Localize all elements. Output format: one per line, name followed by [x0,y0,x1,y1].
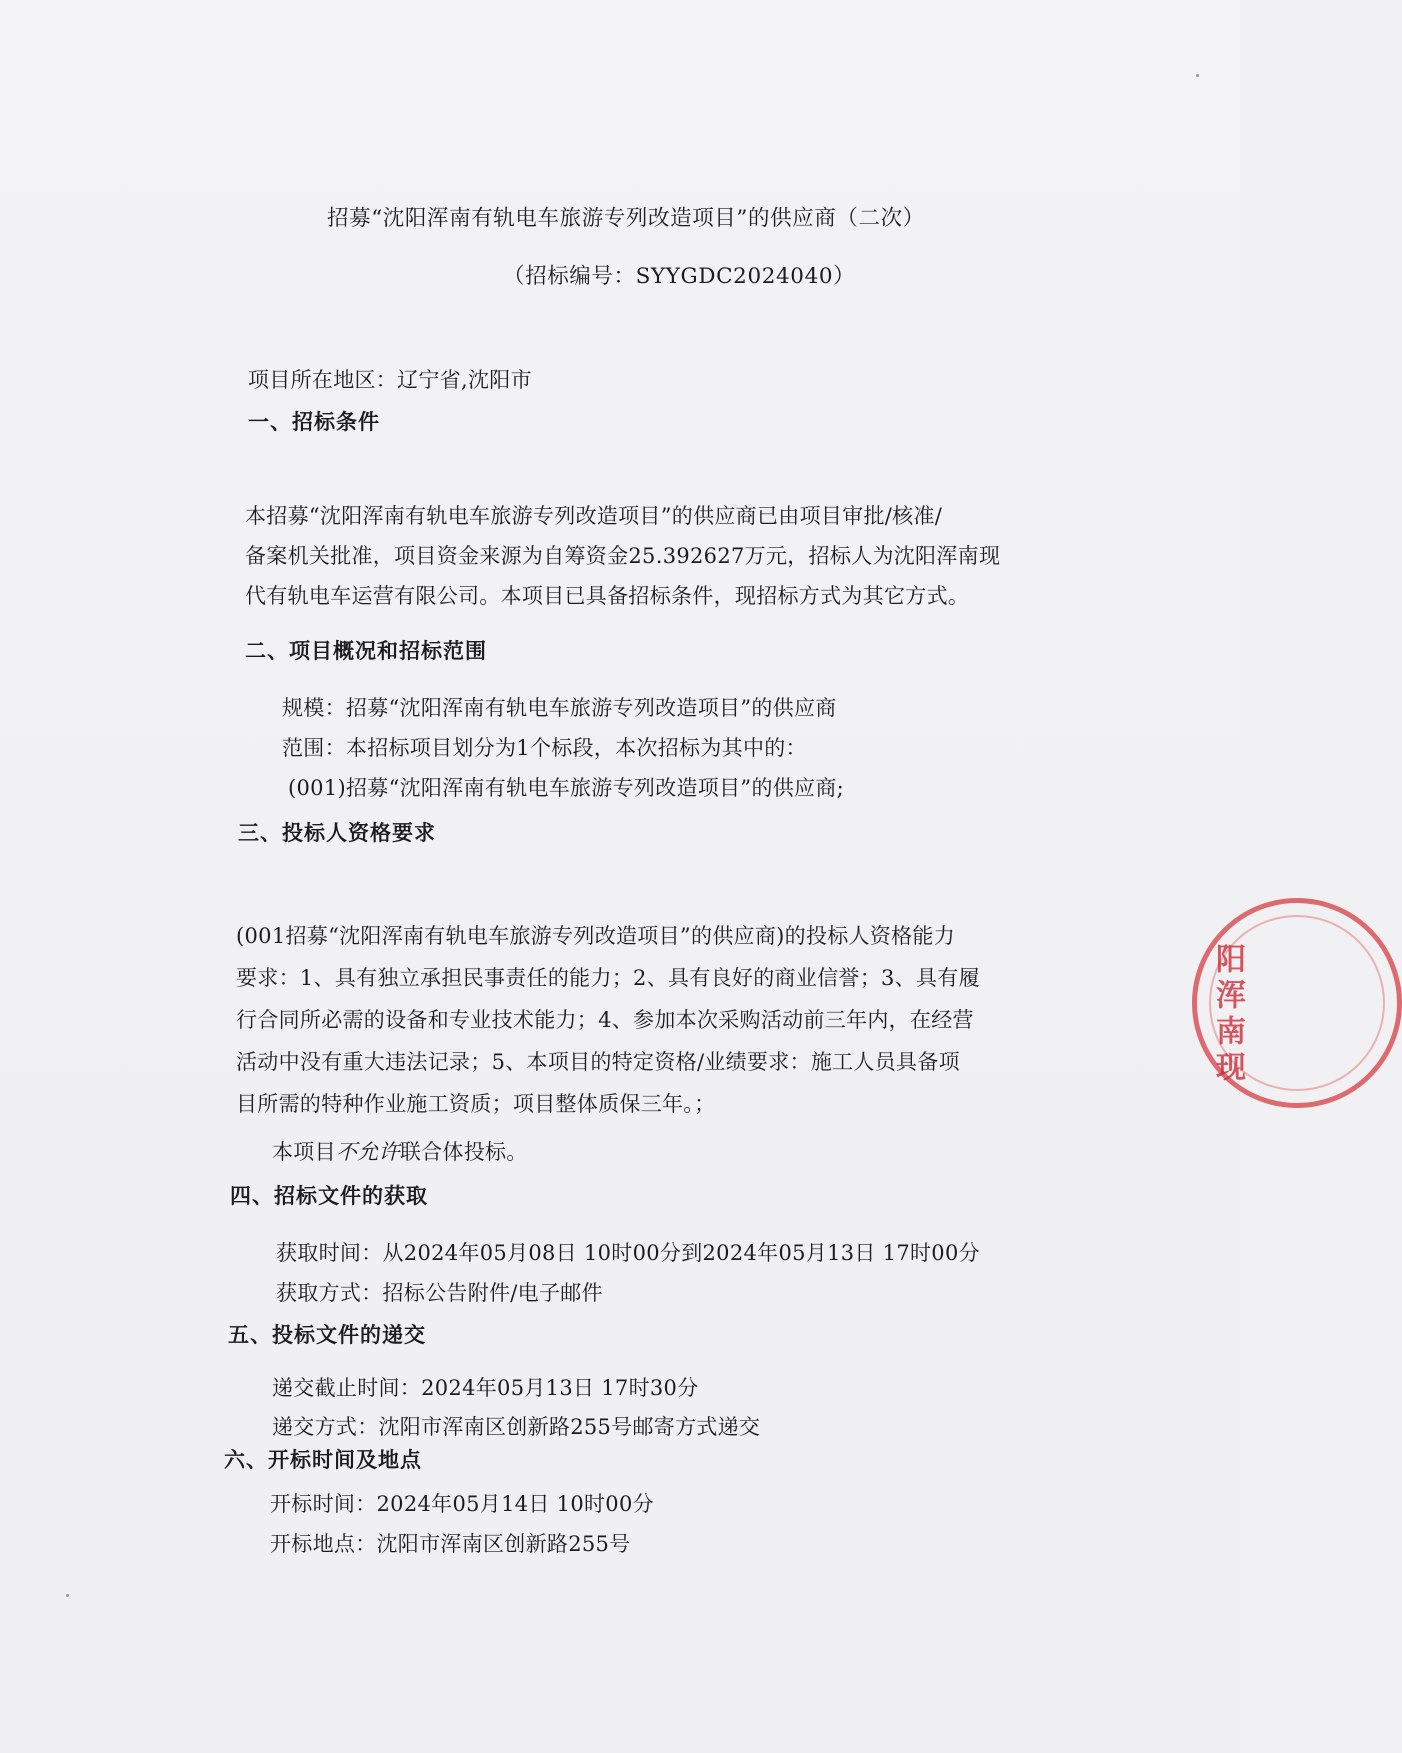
acquisition-time: 获取时间：从2024年05月08日 10时00分到2024年05月13日 17时00分 [276,1241,980,1265]
opening-place: 开标地点：沈阳市浑南区创新路255号 [270,1532,631,1556]
section-6-heading: 六、开标时间及地点 [224,1448,422,1472]
section-2-heading: 二、项目概况和招标范围 [245,639,487,663]
section-3-line: 要求：1、具有独立承担民事责任的能力；2、具有良好的商业信誉；3、具有履 [236,966,980,990]
document-title: 招募“沈阳浑南有轨电车旅游专列改造项目”的供应商（二次） [327,206,925,231]
section-1-body [245,497,1000,615]
tender-number: （招标编号：SYYGDC2024040） [503,264,856,289]
section-3-line: 行合同所必需的设备和专业技术能力；4、参加本次采购活动前三年内，在经营 [236,1008,974,1032]
project-location: 项目所在地区：辽宁省,沈阳市 [248,368,532,392]
section-1-line: 代有轨电车运营有限公司。本项目已具备招标条件，现招标方式为其它方式。 [245,584,970,608]
acquisition-method: 获取方式：招标公告附件/电子邮件 [276,1281,603,1305]
scan-speck [1196,74,1199,77]
consortium-statement [272,1138,528,1166]
section-1-line: 本招募“沈阳浑南有轨电车旅游专列改造项目”的供应商已由项目审批/核准/ [245,504,943,528]
consortium-emphasis: 不允许 [335,1140,400,1164]
section-3-line: 目所需的特种作业施工资质；项目整体质保三年。； [236,1092,716,1116]
section-3-body [236,915,980,1125]
submission-method: 递交方式：沈阳市浑南区创新路255号邮寄方式递交 [272,1415,761,1439]
section-3-line: (001招募“沈阳浑南有轨电车旅游专列改造项目”的供应商)的投标人资格能力 [236,924,956,948]
consortium-prefix: 本项目 [272,1140,336,1164]
scan-speck [66,1594,69,1597]
section-3-heading: 三、投标人资格要求 [238,821,436,845]
seal-text: 阳浑南现 [1210,943,1245,1087]
section-1-heading: 一、招标条件 [248,410,380,434]
project-scale: 规模：招募“沈阳浑南有轨电车旅游专列改造项目”的供应商 [282,696,837,720]
consortium-suffix: 联合体投标。 [399,1140,528,1164]
section-4-heading: 四、招标文件的获取 [230,1184,428,1208]
opening-time: 开标时间：2024年05月14日 10时00分 [270,1492,654,1516]
section-3-line: 活动中没有重大违法记录；5、本项目的特定资格/业绩要求：施工人员具备项 [236,1050,960,1074]
submission-deadline: 递交截止时间：2024年05月13日 17时30分 [272,1376,699,1400]
project-scope: 范围：本招标项目划分为1个标段，本次招标为其中的： [282,736,807,760]
section-1-line: 备案机关批准，项目资金来源为自筹资金25.392627万元，招标人为沈阳浑南现 [245,544,1001,568]
official-seal-stamp [1192,898,1402,1108]
lot-item: (001)招募“沈阳浑南有轨电车旅游专列改造项目”的供应商; [288,776,845,800]
section-5-heading: 五、投标文件的递交 [228,1323,426,1347]
